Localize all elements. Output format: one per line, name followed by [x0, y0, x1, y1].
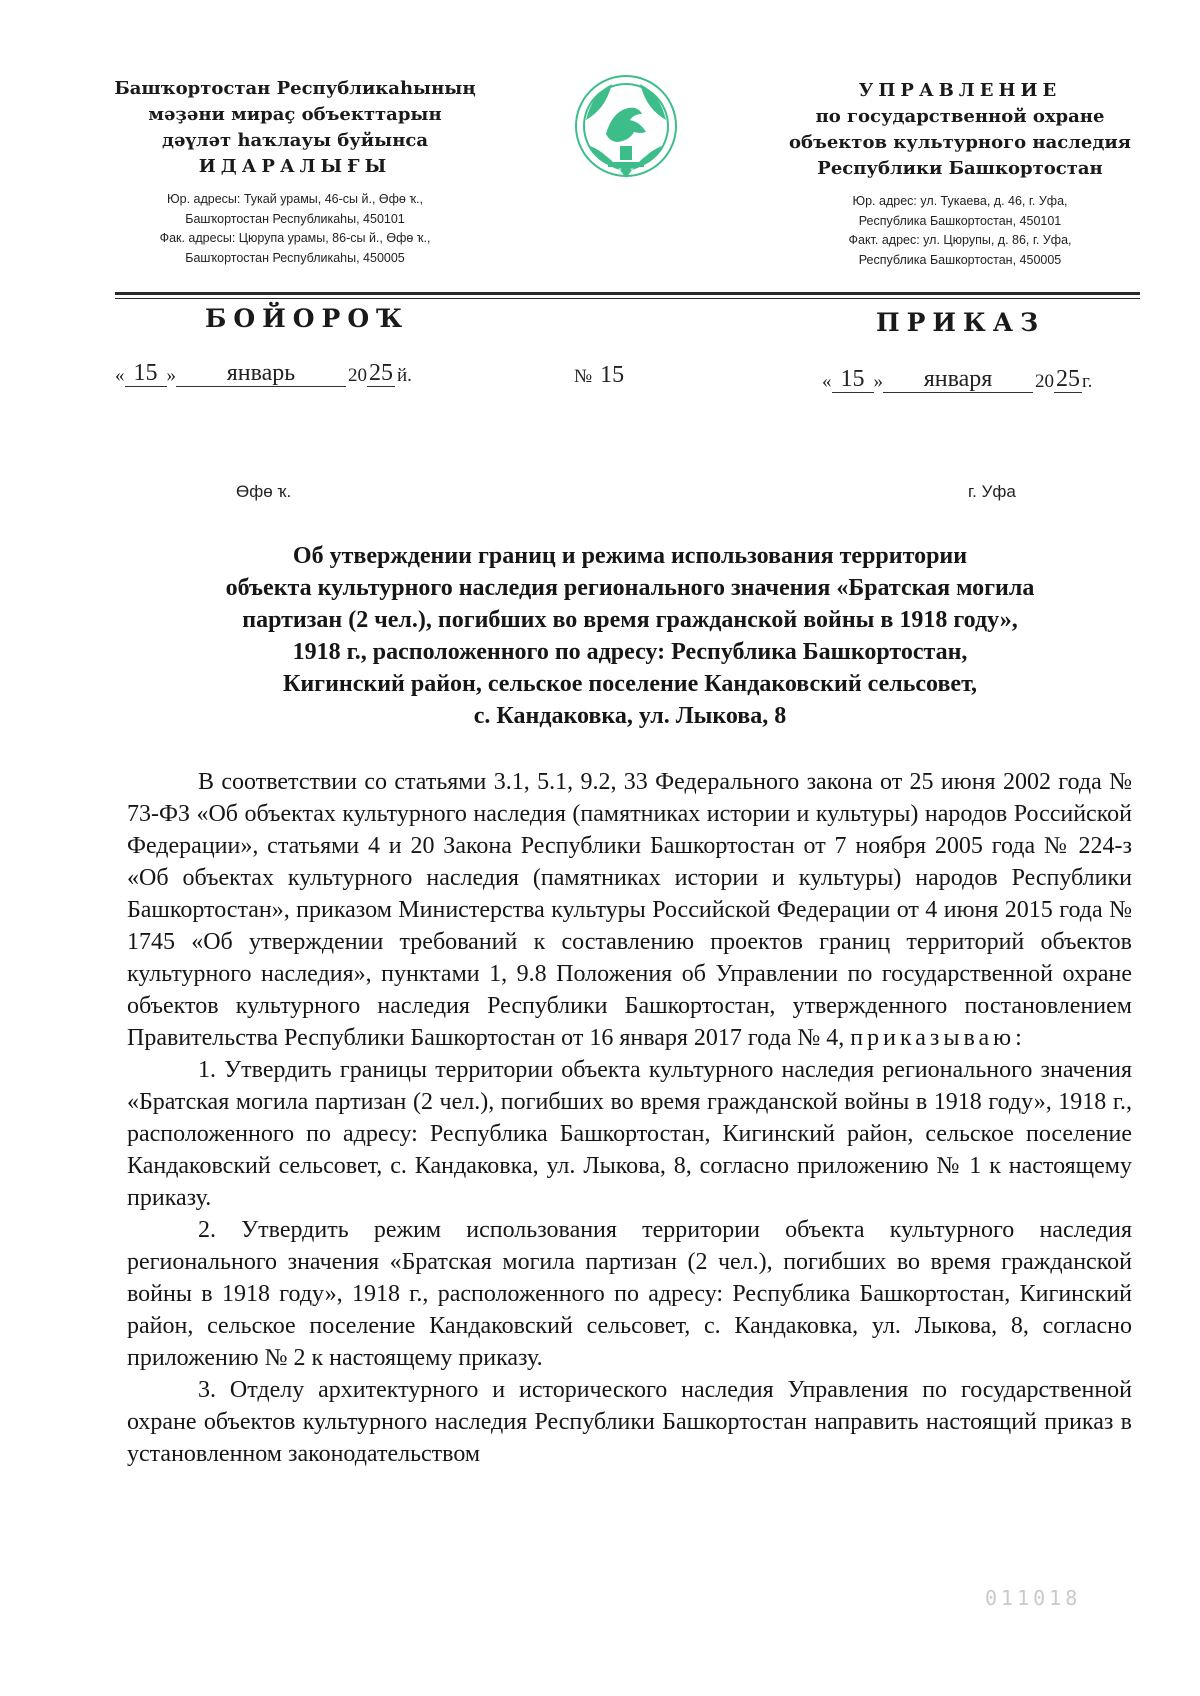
serial-stamp: 011018 — [985, 1586, 1082, 1610]
org-name-russian-line-4: Республики Башкортостан — [817, 158, 1103, 179]
address-bashkir — [100, 190, 490, 268]
header-left-bashkir — [100, 76, 490, 268]
header-divider-thin — [115, 298, 1140, 299]
quote-close: » — [873, 371, 883, 392]
title-line: Кигинский район, сельское поселение Кандаковский сельсовет, — [282, 671, 978, 697]
title-line: с. Кандаковка, ул. Лыкова, 8 — [473, 703, 787, 729]
date-bashkir — [115, 360, 412, 387]
order-item-1: 1. Утвердить границы территории объекта культурного наследия регионального значения «Братская могила партизан (2 чел.), погибших во время гражданской войны в 1918 году», 1918 г., расположенного по адресу: Республика Башкортостан, Кигинский район, сельское поселение Кандаковский сельсовет, с. Кандаковка, ул. Лыкова, 8, согласно приложению № 1 к настоящему приказу. — [127, 1057, 1132, 1211]
doc-type-bashkir: БОЙОРОҠ — [205, 304, 410, 333]
date-day: 15 — [832, 366, 874, 393]
address-line: Юр. адрес: ул. Тукаева, д. 46, г. Уфа, — [852, 194, 1068, 208]
address-russian — [770, 192, 1150, 270]
address-line: Башҡортостан Республикаһы, 450101 — [185, 211, 405, 226]
org-name-russian-line-3: объектов культурного наследия — [789, 132, 1131, 153]
preamble-paragraph — [127, 766, 1132, 1054]
order-item-3: 3. Отделу архитектурного и исторического наследия Управления по государственной охране объектов культурного наследия Республики Башкортостан направить настоящий приказ в установленном законодательством — [127, 1377, 1132, 1467]
doc-type-russian: ПРИКАЗ — [876, 308, 1046, 337]
preamble-text: В соответствии со статьями 3.1, 5.1, 9.2, 33 Федерального закона от 25 июня 2002 года № 73-ФЗ «Об объектах культурного наследия (памятниках истории и культуры) народов Российской Федерации», статьями 4 и 20 Закона Республики Башкортостан от 7 ноября 2005 года № 224-з «Об объектах культурного наследия (памятниках истории и культуры) народов Республики Башкортостан», приказом Министерства культуры Российской Федерации от 4 июня 2015 года № 1745 «Об утверждении требований к составлению проектов границ территорий объектов культурного наследия», пунктами 1, 9.8 Положения об Управлении по государственной охране объектов культурного наследия Республики Башкортостан, утвержденного постановлением Правительства Республики Башкортостан от 16 января 2017 года № 4, — [127, 769, 1132, 1051]
quote-open: « — [115, 365, 125, 386]
order-title — [130, 540, 1130, 732]
address-line: Республика Башкортостан, 450005 — [858, 252, 1062, 267]
date-russian — [822, 366, 1092, 393]
address-line: Республика Башкортостан, 450101 — [858, 213, 1062, 228]
title-line: партизан (2 чел.), погибших во время гражданской войны в 1918 году», — [242, 607, 1018, 633]
number-value: 15 — [600, 362, 625, 388]
org-name-russian-line-2: по государственной охране — [815, 106, 1105, 127]
quote-open: « — [822, 371, 832, 392]
address-line: Башҡортостан Республикаһы, 450005 — [185, 250, 405, 265]
number-sign: № — [574, 366, 593, 387]
org-name-bashkir-line-3: дәүләт һаҡлауы буйынса — [161, 130, 428, 151]
date-month: январь — [176, 360, 346, 387]
order-word: приказываю: — [850, 1025, 1026, 1051]
order-number — [574, 362, 624, 389]
title-line: объекта культурного наследия регионального значения «Братская могила — [225, 575, 1035, 601]
year-prefix: 20 — [348, 365, 367, 386]
city-russian: г. Уфа — [968, 482, 1016, 501]
order-body — [127, 766, 1132, 1470]
title-line: 1918 г., расположенного по адресу: Республика Башкортостан, — [292, 639, 968, 665]
city-bashkir: Өфө ҡ. — [236, 482, 292, 501]
date-year: 25 — [369, 360, 393, 386]
year-suffix: г. — [1082, 371, 1093, 392]
bashkortostan-emblem-icon — [568, 66, 684, 190]
title-line: Об утверждении границ и режима использования территории — [292, 543, 968, 569]
address-line: Факт. адрес: ул. Цюрупы, д. 86, г. Уфа, — [848, 233, 1072, 247]
address-line: Фак. адресы: Цюрупа урамы, 86-сы й., Өфө ҡ., — [159, 231, 431, 245]
address-line: Юр. адресы: Тукай урамы, 46-сы й., Өфө ҡ., — [167, 192, 423, 206]
year-suffix: й. — [397, 365, 412, 386]
quote-close: » — [166, 365, 176, 386]
date-day: 15 — [125, 360, 167, 387]
org-name-bashkir-line-1: Башҡортостан Республикаһының — [114, 78, 476, 99]
org-name-bashkir-line-4: ИДАРАЛЫҒЫ — [198, 156, 392, 177]
header-divider-thick — [115, 292, 1140, 295]
date-year: 25 — [1056, 366, 1080, 392]
year-prefix: 20 — [1035, 371, 1054, 392]
order-item-2: 2. Утвердить режим использования территории объекта культурного наследия регионального значения «Братская могила партизан (2 чел.), погибших во время гражданской войны в 1918 году», 1918 г., расположенного по адресу: Республика Башкортостан, Кигинский район, сельское поселение Кандаковский сельсовет, с. Кандаковка, ул. Лыкова, 8, согласно приложению № 2 к настоящему приказу. — [127, 1217, 1132, 1371]
org-name-bashkir-line-2: мәҙәни мираҫ объекттарын — [148, 104, 442, 125]
date-month: января — [883, 366, 1033, 393]
org-name-russian-line-1: УПРАВЛЕНИЕ — [858, 80, 1062, 101]
header-right-russian — [770, 78, 1150, 270]
